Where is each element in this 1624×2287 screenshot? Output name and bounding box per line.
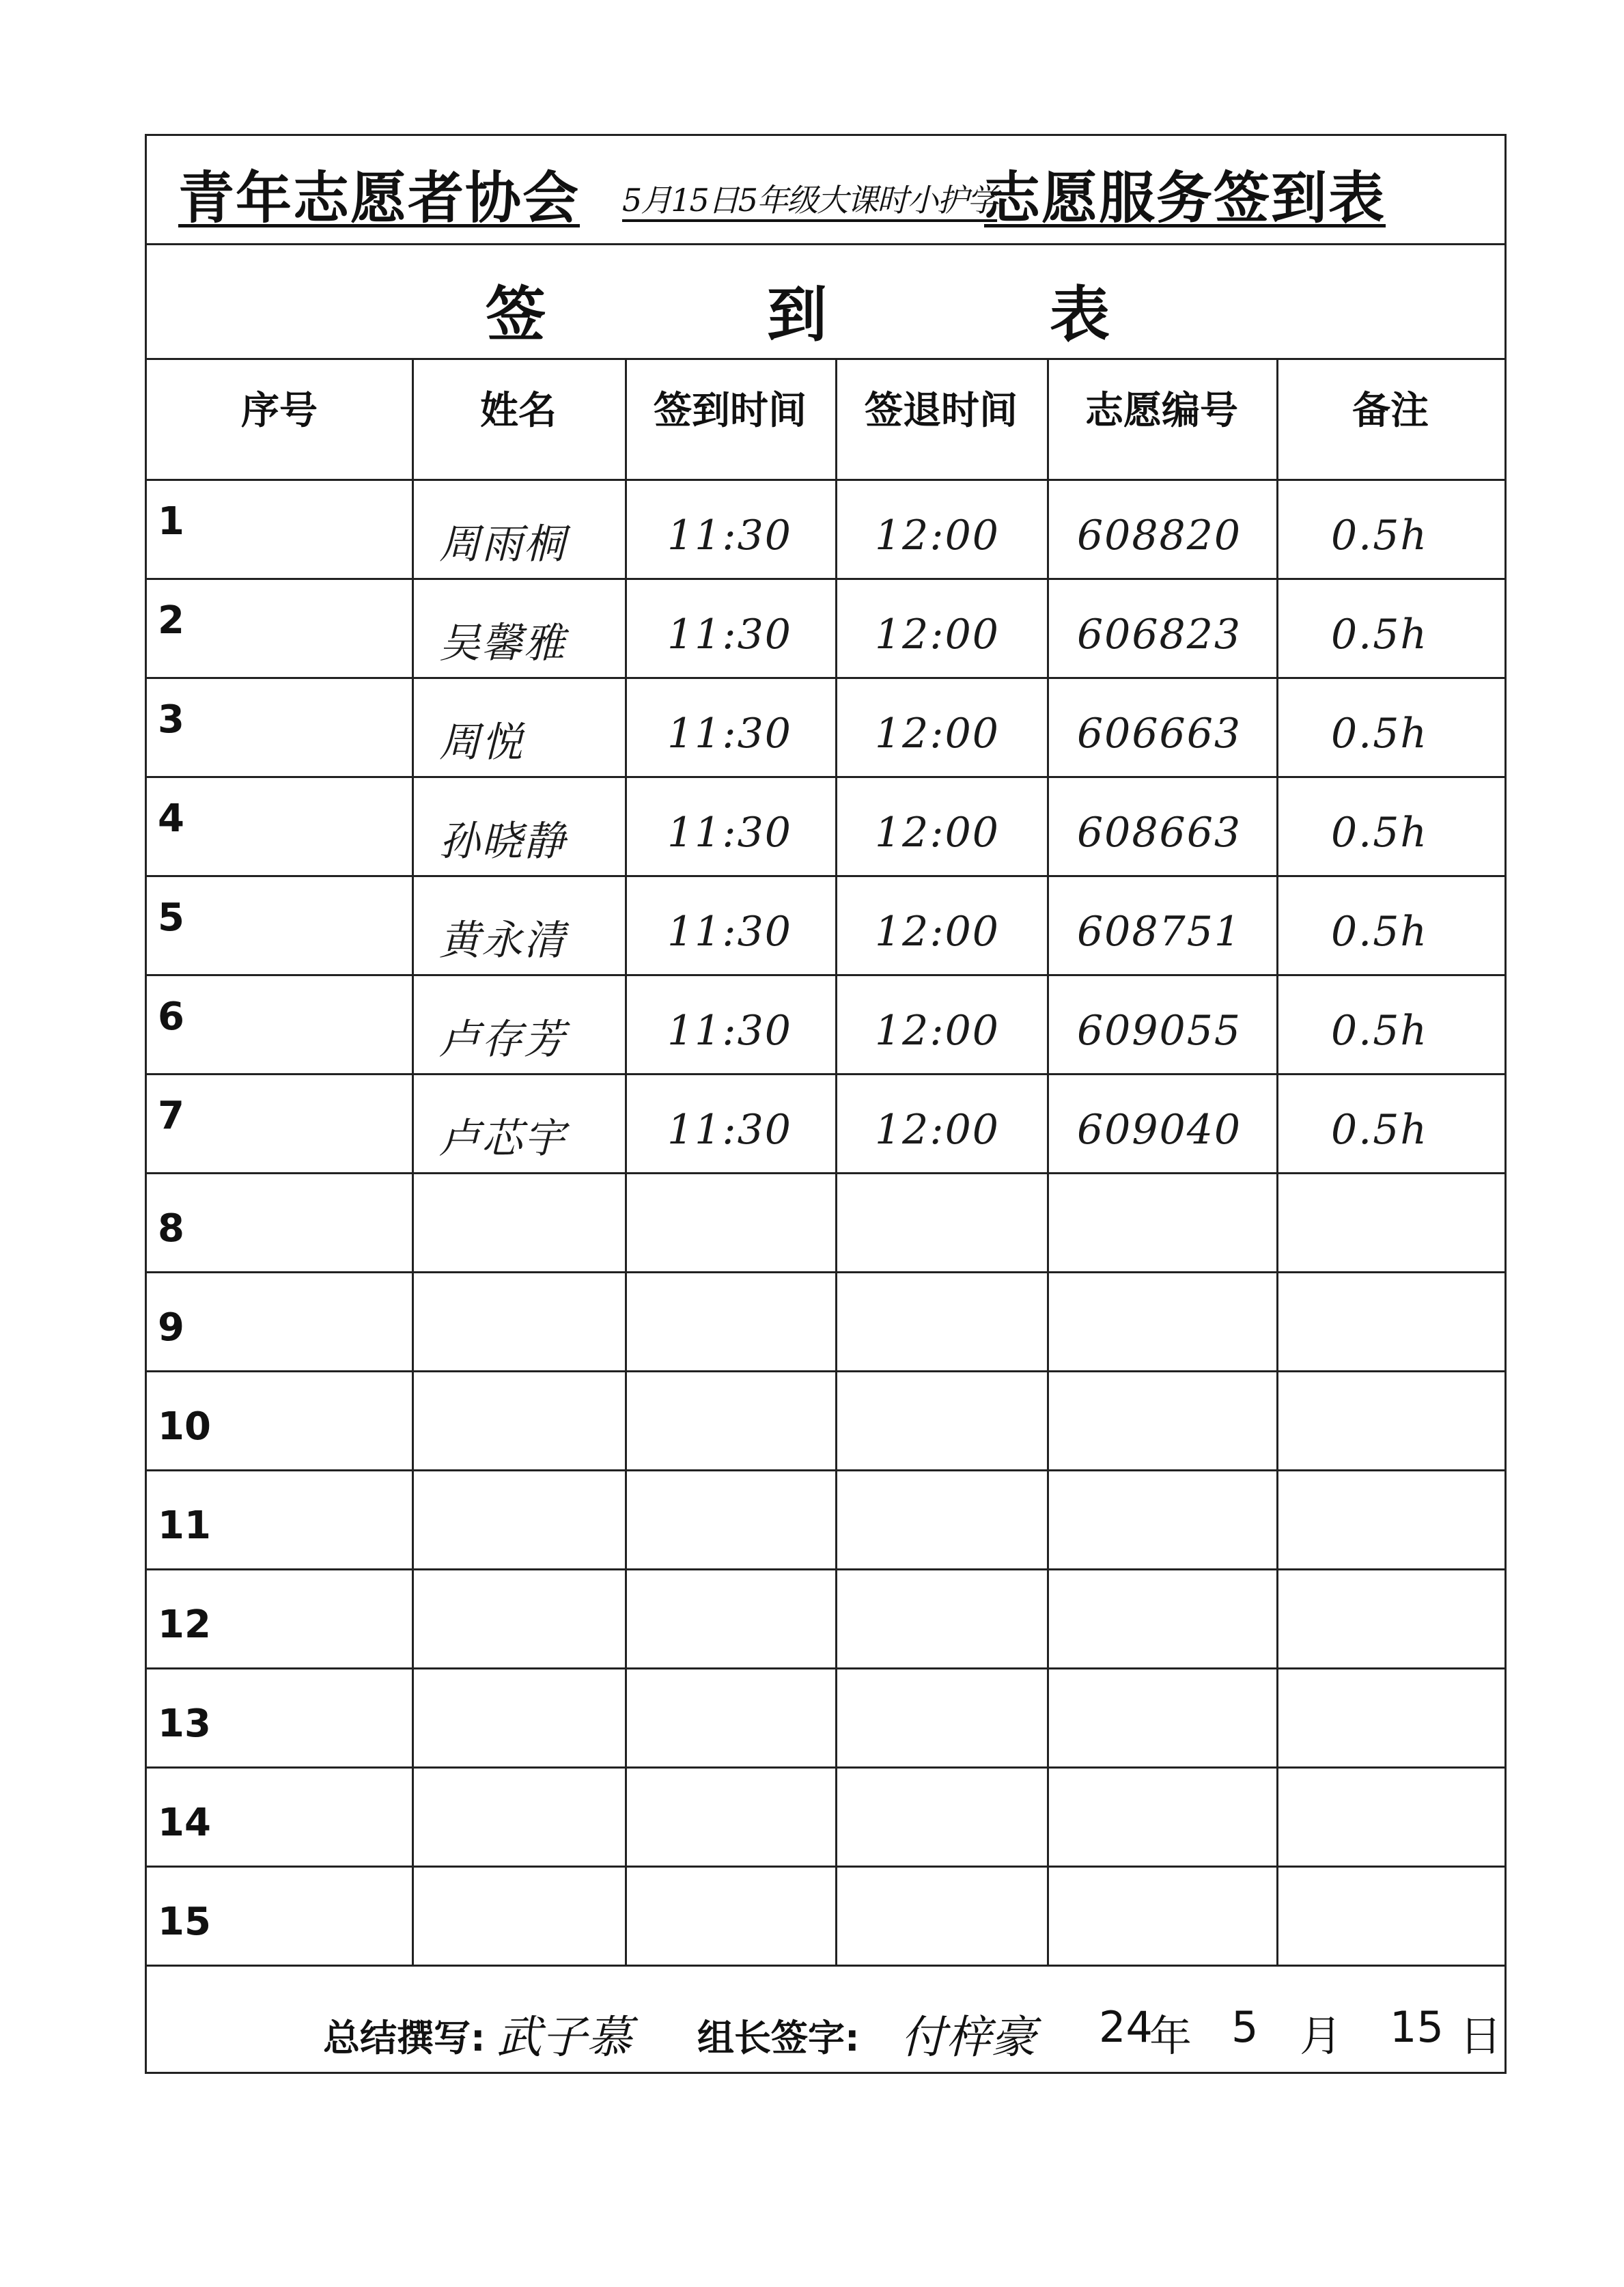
cell-in: 11:30 bbox=[667, 710, 792, 758]
column-divider bbox=[1276, 360, 1278, 1965]
row-number: 5 bbox=[158, 896, 184, 940]
row-number: 6 bbox=[158, 995, 184, 1039]
column-divider bbox=[412, 360, 414, 1965]
leader-signature: 付梓豪 bbox=[901, 2011, 1036, 2064]
sign-in-sheet bbox=[145, 134, 1507, 2074]
column-header: 志愿编号 bbox=[1085, 389, 1238, 433]
summary-signature: 武子慕 bbox=[496, 2011, 632, 2064]
cell-id: 608663 bbox=[1077, 809, 1242, 857]
cell-out: 12:00 bbox=[875, 1106, 1000, 1154]
row-divider bbox=[147, 1766, 1504, 1769]
column-header: 签到时间 bbox=[654, 389, 807, 433]
cell-id: 608751 bbox=[1077, 908, 1242, 956]
cell-id: 606823 bbox=[1077, 611, 1242, 659]
date-month: 5 bbox=[1231, 2002, 1259, 2052]
row-divider bbox=[147, 1568, 1504, 1570]
row-number: 8 bbox=[158, 1206, 184, 1251]
cell-note: 0.5h bbox=[1331, 611, 1429, 659]
column-header: 姓名 bbox=[480, 389, 557, 433]
footer bbox=[147, 1980, 1504, 2076]
column-header: 备注 bbox=[1352, 389, 1429, 433]
date-day: 15 bbox=[1390, 2002, 1444, 2052]
cell-note: 0.5h bbox=[1331, 809, 1429, 857]
cell-name: 吴馨雅 bbox=[439, 620, 566, 667]
row-divider bbox=[147, 677, 1504, 679]
cell-id: 606663 bbox=[1077, 710, 1242, 758]
cell-name: 卢芯宇 bbox=[439, 1115, 566, 1163]
row-divider bbox=[147, 1469, 1504, 1471]
cell-id: 609055 bbox=[1077, 1007, 1242, 1055]
column-divider bbox=[625, 360, 627, 1965]
cell-out: 12:00 bbox=[875, 611, 1000, 659]
row-number: 1 bbox=[158, 499, 184, 544]
row-divider bbox=[147, 974, 1504, 976]
cell-name: 孙晓静 bbox=[439, 818, 566, 865]
title-suffix: 志愿服务签到表 bbox=[984, 166, 1386, 231]
cell-id: 608820 bbox=[1077, 512, 1242, 559]
row-divider bbox=[147, 875, 1504, 877]
cell-in: 11:30 bbox=[667, 908, 792, 956]
row-divider bbox=[147, 1073, 1504, 1075]
row-divider bbox=[147, 578, 1504, 580]
cell-name: 黄永清 bbox=[439, 917, 566, 965]
cell-id: 609040 bbox=[1077, 1106, 1242, 1154]
cell-note: 0.5h bbox=[1331, 512, 1429, 559]
row-divider bbox=[147, 1965, 1504, 1967]
cell-in: 11:30 bbox=[667, 512, 792, 559]
row-number: 2 bbox=[158, 598, 184, 643]
row-number: 11 bbox=[158, 1503, 211, 1548]
cell-note: 0.5h bbox=[1331, 908, 1429, 956]
row-number: 15 bbox=[158, 1900, 211, 1944]
heading-char: 到 bbox=[767, 279, 828, 350]
row-number: 12 bbox=[158, 1603, 211, 1647]
cell-in: 11:30 bbox=[667, 1106, 792, 1154]
signin-table bbox=[147, 360, 1504, 1965]
title-row bbox=[147, 136, 1504, 245]
cell-out: 12:00 bbox=[875, 908, 1000, 956]
row-divider bbox=[147, 1667, 1504, 1669]
cell-in: 11:30 bbox=[667, 611, 792, 659]
cell-note: 0.5h bbox=[1331, 1007, 1429, 1055]
date-month-unit: 月 bbox=[1300, 2011, 1343, 2061]
leader-label: 组长签字: bbox=[697, 2016, 860, 2060]
heading-char: 表 bbox=[1050, 279, 1110, 350]
row-divider bbox=[147, 1172, 1504, 1174]
row-number: 7 bbox=[158, 1094, 184, 1138]
heading-row bbox=[147, 245, 1504, 360]
row-divider bbox=[147, 479, 1504, 481]
cell-out: 12:00 bbox=[875, 512, 1000, 559]
cell-name: 周雨桐 bbox=[439, 521, 566, 568]
row-divider bbox=[147, 776, 1504, 778]
row-number: 14 bbox=[158, 1801, 211, 1845]
row-divider bbox=[147, 1271, 1504, 1273]
row-number: 9 bbox=[158, 1305, 184, 1350]
cell-in: 11:30 bbox=[667, 1007, 792, 1055]
cell-out: 12:00 bbox=[875, 710, 1000, 758]
row-number: 13 bbox=[158, 1702, 211, 1746]
column-divider bbox=[835, 360, 837, 1965]
summary-label: 总结撰写: bbox=[323, 2016, 486, 2060]
row-number: 10 bbox=[158, 1404, 211, 1449]
row-number: 4 bbox=[158, 796, 184, 841]
date-year-unit: 年 bbox=[1149, 2011, 1192, 2061]
cell-out: 12:00 bbox=[875, 809, 1000, 857]
cell-note: 0.5h bbox=[1331, 710, 1429, 758]
row-divider bbox=[147, 1370, 1504, 1372]
cell-name: 卢存芳 bbox=[439, 1016, 566, 1064]
cell-in: 11:30 bbox=[667, 809, 792, 857]
column-header: 序号 bbox=[241, 389, 318, 433]
date-day-unit: 日 bbox=[1459, 2011, 1502, 2061]
title-org: 青年志愿者协会 bbox=[178, 166, 580, 231]
cell-note: 0.5h bbox=[1331, 1106, 1429, 1154]
cell-out: 12:00 bbox=[875, 1007, 1000, 1055]
cell-name: 周悦 bbox=[439, 719, 524, 766]
date-year: 24 bbox=[1099, 2002, 1153, 2052]
column-header: 签退时间 bbox=[865, 389, 1018, 433]
column-divider bbox=[1047, 360, 1049, 1965]
row-divider bbox=[147, 1866, 1504, 1868]
heading-char: 签 bbox=[486, 279, 546, 350]
row-number: 3 bbox=[158, 697, 184, 742]
title-event-handwritten: 5月15日5年级大课时小护学 bbox=[622, 182, 998, 219]
